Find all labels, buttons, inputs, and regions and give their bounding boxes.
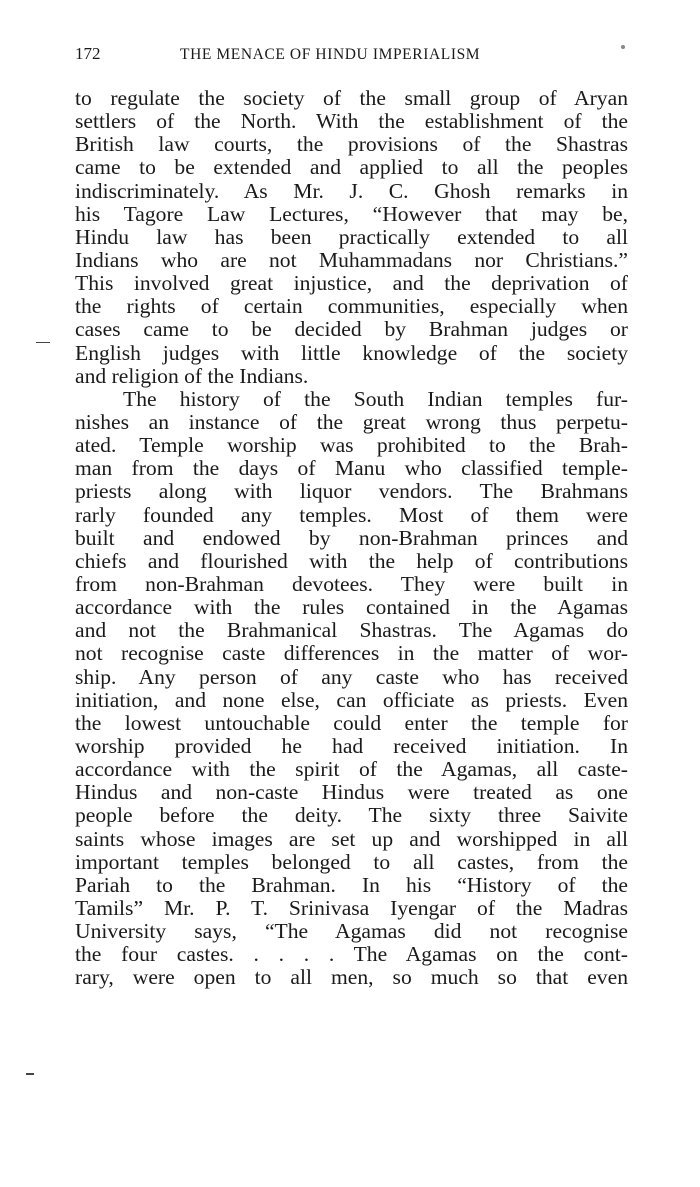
text-line: cases came to be decided by Brahman judges or xyxy=(75,317,628,342)
text-line: University says, “The Agamas did not recognise xyxy=(75,919,628,944)
text-line: ated. Temple worship was prohibited to the Brah- xyxy=(75,433,628,458)
text-line: came to be extended and applied to all the peoples xyxy=(75,155,628,180)
running-header xyxy=(75,44,628,68)
scan-margin-mark xyxy=(26,1073,34,1075)
text-line: settlers of the North. With the establishment of the xyxy=(75,109,628,134)
text-line: the lowest untouchable could enter the temple for xyxy=(75,710,628,735)
text-line: Hindu law has been practically extended to all xyxy=(75,224,628,249)
text-line: Tamils” Mr. P. T. Srinivasa Iyengar of the Madras xyxy=(75,895,628,920)
text-line: accordance with the spirit of the Agamas, all caste- xyxy=(75,757,628,782)
text-line: initiation, and none else, can officiate as priests. Even xyxy=(75,687,628,712)
text-line: his Tagore Law Lectures, “However that may be, xyxy=(75,201,628,226)
text-line: accordance with the rules contained in the Agamas xyxy=(75,595,628,620)
text-line: people before the deity. The sixty three Saivite xyxy=(75,803,628,828)
text-line: Hindus and non-caste Hindus were treated as one xyxy=(75,780,628,805)
paragraph xyxy=(75,388,628,990)
text-line: The history of the South Indian temples fur- xyxy=(123,386,628,411)
text-line: from non-Brahman devotees. They were built in xyxy=(75,571,628,596)
text-line: not recognise caste differences in the matter of wor- xyxy=(75,641,628,666)
text-line: important temples belonged to all castes, from the xyxy=(75,849,628,874)
page-number: 172 xyxy=(75,44,101,63)
running-title: THE MENACE OF HINDU IMPERIALISM xyxy=(180,46,481,63)
text-line: saints whose images are set up and worshipped in all xyxy=(75,826,628,851)
scan-margin-mark xyxy=(36,342,50,343)
text-line: built and endowed by non-Brahman princes and xyxy=(75,525,628,550)
text-line: the four castes. . . . . The Agamas on the cont- xyxy=(75,942,628,967)
text-line: rary, were open to all men, so much so that even xyxy=(75,965,628,990)
text-line: ship. Any person of any caste who has received xyxy=(75,664,628,689)
paragraph xyxy=(75,87,628,388)
text-line: man from the days of Manu who classified temple- xyxy=(75,456,628,481)
text-line: chiefs and flourished with the help of contributions xyxy=(75,548,628,573)
text-line: the rights of certain communities, especially when xyxy=(75,294,628,319)
text-line: indiscriminately. As Mr. J. C. Ghosh remarks in xyxy=(75,178,628,203)
text-line: Indians who are not Muhammadans nor Christians.” xyxy=(75,247,628,272)
text-line: and not the Brahmanical Shastras. The Agamas do xyxy=(75,618,628,643)
text-line: worship provided he had received initiation. In xyxy=(75,733,628,758)
text-line: nishes an instance of the great wrong thus perpetu- xyxy=(75,409,628,434)
text-line: This involved great injustice, and the deprivation of xyxy=(75,271,628,296)
text-line: rarly founded any temples. Most of them were xyxy=(75,502,628,527)
text-line: British law courts, the provisions of the Shastras xyxy=(75,132,628,157)
text-line: priests along with liquor vendors. The Brahmans xyxy=(75,479,628,504)
text-line: English judges with little knowledge of the society xyxy=(75,340,628,365)
page-body-text xyxy=(75,87,628,989)
scan-speck xyxy=(621,45,625,49)
text-line: Pariah to the Brahman. In his “History of the xyxy=(75,872,628,897)
text-line: and religion of the Indians. xyxy=(75,363,309,388)
text-line: to regulate the society of the small group of Aryan xyxy=(75,86,628,110)
